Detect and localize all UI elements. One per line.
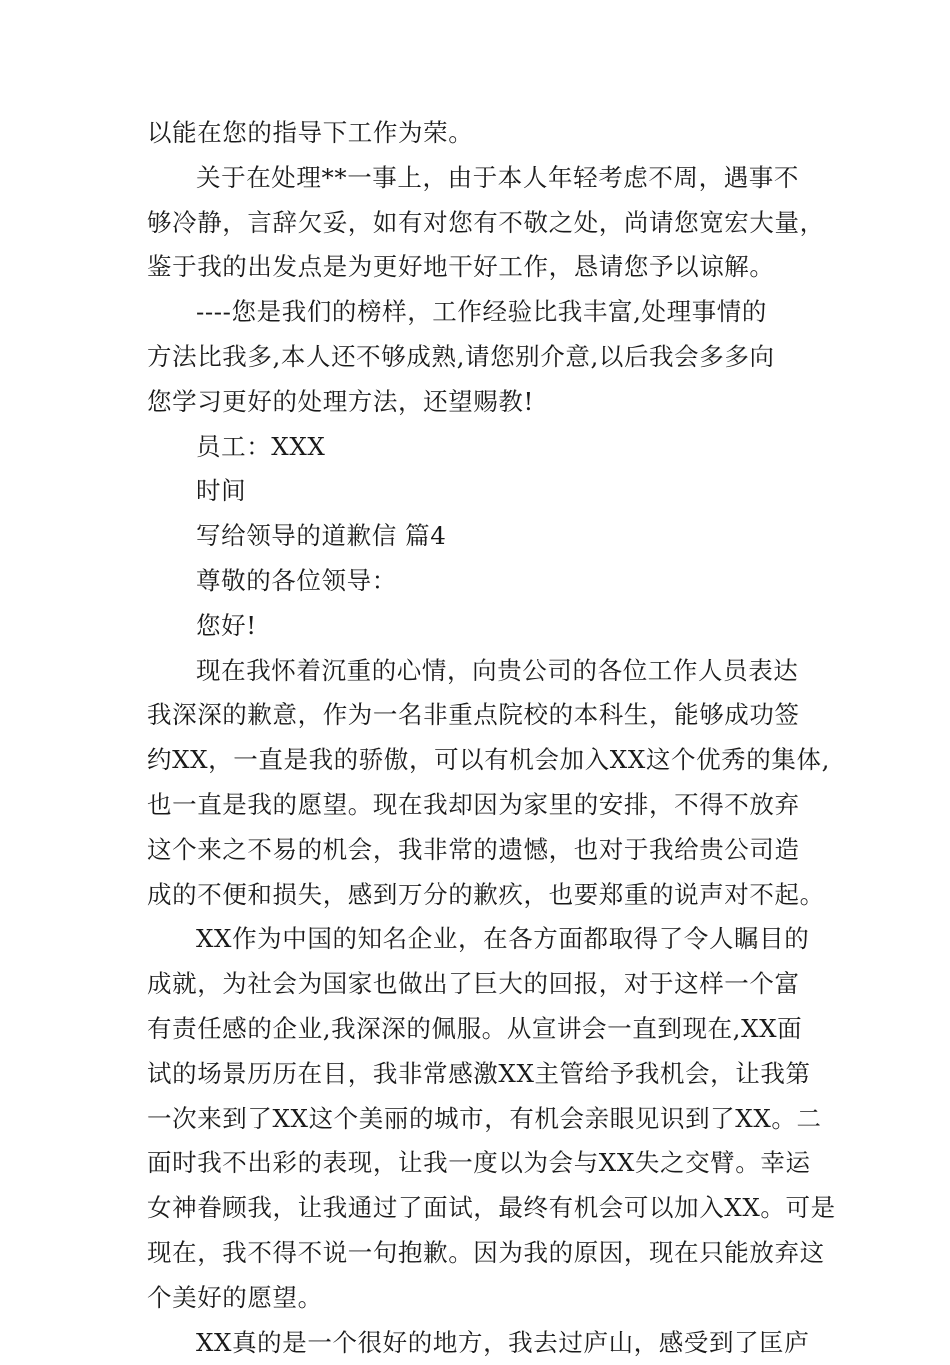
- document-body: [147, 111, 836, 1365]
- text-line: 女神眷顾我，让我通过了面试，最终有机会可以加入XX。可是: [147, 1193, 836, 1223]
- text-line: 尊敬的各位领导：: [196, 565, 397, 595]
- text-line: 时间: [196, 476, 247, 506]
- text-line: 个美好的愿望。: [147, 1282, 323, 1312]
- text-line: 够冷静，言辞欠妥，如有对您有不敬之处，尚请您宽宏大量，: [147, 207, 825, 237]
- text-line: 试的场景历历在目，我非常感激XX主管给予我机会，让我第: [147, 1058, 811, 1088]
- text-line: 成就，为社会为国家也做出了巨大的回报，对于这样一个富: [147, 969, 800, 999]
- text-line: 现在，我不得不说一句抱歉。因为我的原因，现在只能放弃这: [147, 1237, 825, 1267]
- text-line: 面时我不出彩的表现，让我一度以为会与XX失之交臂。幸运: [147, 1148, 811, 1178]
- text-line: 您学习更好的处理方法，还望赐教!: [147, 386, 534, 416]
- text-line: 这个来之不易的机会，我非常的遗憾，也对于我给贵公司造: [147, 834, 800, 864]
- text-line: 员工：XXX: [196, 431, 326, 461]
- text-line: XX作为中国的知名企业，在各方面都取得了令人瞩目的: [196, 924, 810, 954]
- text-line: 以能在您的指导下工作为荣。: [147, 118, 474, 147]
- text-line: 写给领导的道歉信 篇4: [196, 521, 447, 551]
- text-line: 也一直是我的愿望。现在我却因为家里的安排，不得不放弃: [147, 789, 800, 819]
- text-line: 鉴于我的出发点是为更好地干好工作，恳请您予以谅解。: [147, 252, 775, 282]
- text-line: 现在我怀着沉重的心情，向贵公司的各位工作人员表达: [196, 655, 799, 685]
- text-line: 有责任感的企业,我深深的佩服。从宣讲会一直到现在,XX面: [147, 1013, 803, 1043]
- text-line: 关于在处理**一事上，由于本人年轻考虑不周，遇事不: [196, 162, 799, 192]
- text-line: ----您是我们的榜样，工作经验比我丰富,处理事情的: [196, 297, 767, 327]
- text-line: XX真的是一个很好的地方，我去过庐山，感受到了匡庐: [196, 1327, 810, 1357]
- text-line: 方法比我多,本人还不够成熟,请您别介意,以后我会多多向: [147, 341, 775, 371]
- text-line: 一次来到了XX这个美丽的城市，有机会亲眼见识到了XX。二: [147, 1103, 822, 1133]
- text-line: 我深深的歉意，作为一名非重点院校的本科生，能够成功签: [147, 700, 800, 730]
- text-line: 成的不便和损失，感到万分的歉疚，也要郑重的说声对不起。: [147, 879, 825, 909]
- text-line: 约XX，一直是我的骄傲，可以有机会加入XX这个优秀的集体,: [147, 745, 830, 775]
- text-line: 您好!: [196, 610, 257, 640]
